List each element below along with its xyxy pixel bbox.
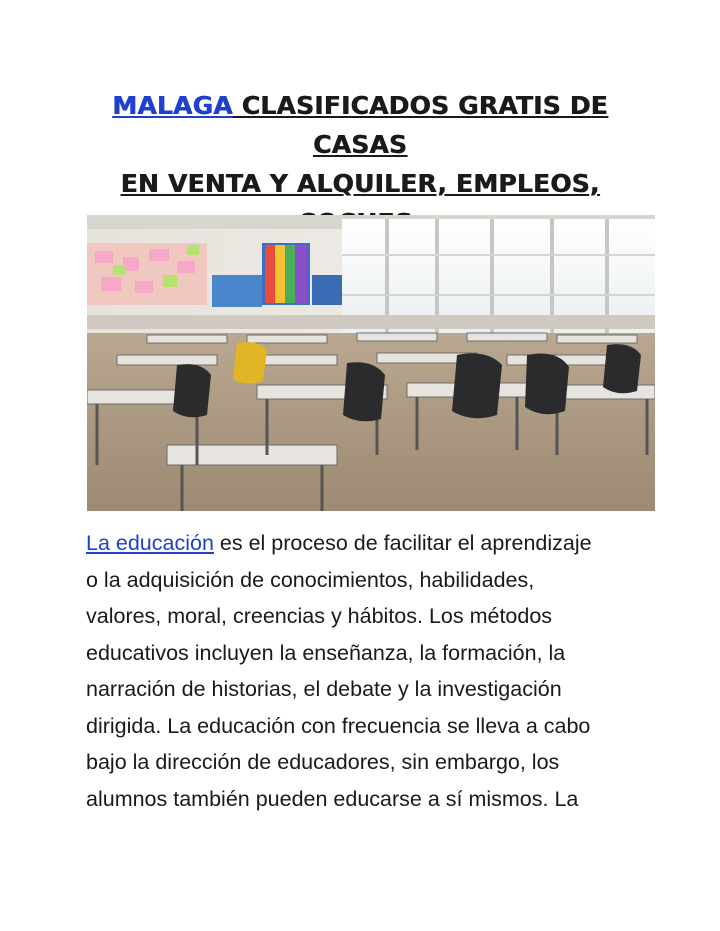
body-line-3: valores, moral, creencias y hábitos. Los métodos (86, 604, 553, 628)
body-line-8: alumnos también pueden educarse a sí mismos. La (86, 786, 579, 811)
body-line-1: La educación es el proceso de facilitar el aprendizaje (86, 531, 592, 555)
title-line-1 (112, 91, 608, 159)
body-paragraph (86, 525, 656, 817)
title-line-2: EN VENTA Y ALQUILER, EMPLEOS, (120, 169, 600, 198)
body-line-4: educativos incluyen la enseñanza, la formación, la (86, 640, 566, 665)
body-line-6: dirigida. La educación con frecuencia se lleva a cabo (86, 713, 591, 738)
title-line-1-text: CLASIFICADOS GRATIS DE CASAS (232, 91, 608, 159)
education-link[interactable]: La educación (86, 531, 214, 555)
body-line-5: narración de historias, el debate y la investigación (86, 677, 562, 701)
body-line-7: bajo la dirección de educadores, sin embargo, los (86, 750, 560, 774)
body-line-2: o la adquisición de conocimientos, habilidades, (86, 567, 535, 592)
classroom-photo (87, 215, 655, 511)
malaga-link[interactable]: MALAGA (112, 91, 233, 120)
